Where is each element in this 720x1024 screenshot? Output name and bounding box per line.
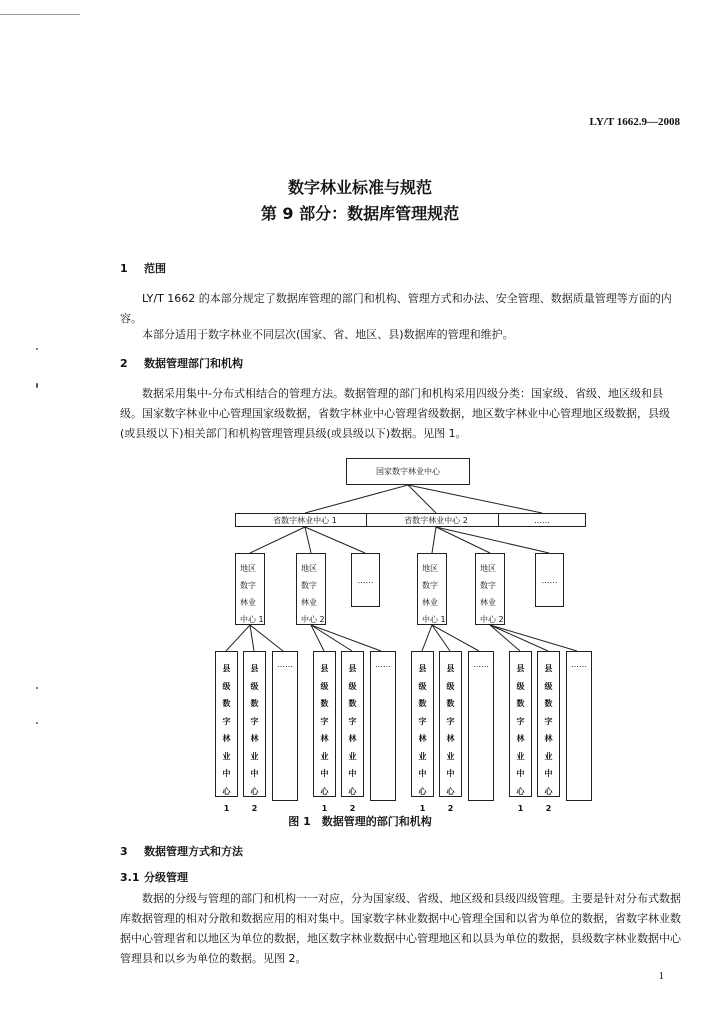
box-label: 心 [320, 786, 329, 796]
box-label: 林 [446, 734, 455, 743]
box-label: 林 [516, 734, 525, 743]
box-label: 级 [250, 681, 259, 691]
box-label: 县 [348, 664, 357, 673]
box-label: 林 [348, 734, 357, 743]
region-ellipsis-box [351, 553, 380, 607]
box-label: 字 [348, 716, 357, 726]
box-label: 业 [418, 751, 427, 761]
section-title: 数据管理部门和机构 [144, 357, 243, 370]
box-label: 林业 [480, 598, 496, 607]
document-subtitle: 第 9 部分：数据库管理规范 [260, 204, 460, 223]
box-label: 1 [419, 804, 426, 813]
box-label: 林 [418, 734, 427, 743]
box-label: 县 [446, 664, 455, 673]
box-label: …… [277, 660, 293, 669]
box-label: 地区 [480, 564, 496, 573]
box-label: …… [357, 575, 374, 585]
box-label: 数 [320, 699, 329, 708]
national-center-box [346, 458, 470, 485]
region-center-2-box [475, 553, 505, 625]
box-label: 心 [418, 786, 427, 796]
box-label: 2 [349, 804, 356, 813]
box-label: 心 [516, 786, 525, 796]
box-label: 林 [250, 734, 259, 743]
box-label: 级 [544, 681, 553, 691]
box-label: 业 [250, 751, 259, 761]
scan-artifact-dot [36, 722, 38, 724]
section-2-paragraph-1: 数据采用集中-分布式相结合的管理方法。数据管理的部门和机构采用四级分类：国家级、省级、地区级和县级。国家数字林业中心管理国家级数据，省数字林业中心管理省级数据，地区数字林业中心管理地区级数据，县级(或县级以下)相关部门和机构管理管理县级(或县级以下)数据。见图 1。 [120, 387, 670, 440]
box-label: 林业 [240, 598, 256, 607]
section-2-heading [120, 355, 243, 371]
box-label: 县 [250, 664, 259, 673]
box-label: 1 [223, 804, 230, 813]
box-label: 数 [250, 699, 259, 708]
box-label: 数字 [422, 581, 438, 590]
county-ellipsis-box [370, 651, 396, 801]
figure-1-caption: 图 1 数据管理的部门和机构 [288, 815, 432, 828]
box-label: 中 [222, 769, 231, 778]
box-label: 级 [516, 681, 525, 691]
box-label: 心 [544, 786, 553, 796]
box-label: 中 [320, 769, 329, 778]
box-label: 县 [544, 664, 553, 673]
box-label: 业 [544, 751, 553, 761]
box-label: 县 [320, 664, 329, 673]
box-label: 1 [517, 804, 524, 813]
section-title: 数据管理方式和方法 [144, 845, 243, 858]
box-label: 中心 2 [301, 615, 325, 624]
box-label: 数 [516, 699, 525, 708]
box-label: 林 [222, 734, 231, 743]
scan-artifact-line [0, 14, 80, 15]
section-number: 1 [120, 262, 128, 275]
box-label: 业 [446, 751, 455, 761]
box-label: 业 [348, 751, 357, 761]
section-3-1-heading [120, 869, 188, 885]
section-number: 3.1 [120, 871, 140, 884]
region-center-1-box [417, 553, 447, 625]
box-label: …… [541, 575, 558, 585]
county-ellipsis-box [272, 651, 298, 801]
county-center-1-box [509, 651, 532, 813]
box-label: 级 [446, 681, 455, 691]
scan-artifact-dot [36, 383, 38, 388]
box-label: 字 [320, 716, 329, 726]
box-label: 中 [544, 769, 553, 778]
county-center-1-box [215, 651, 238, 813]
province-ellipsis-box [498, 513, 586, 527]
box-label: 级 [418, 681, 427, 691]
region-ellipsis-box [535, 553, 564, 607]
box-label: 林 [544, 734, 553, 743]
box-label: 级 [348, 681, 357, 691]
county-center-2-box [341, 651, 364, 813]
box-label: 心 [446, 786, 455, 796]
box-label: 字 [250, 716, 259, 726]
region-center-2-box [296, 553, 326, 625]
county-center-2-box [537, 651, 560, 813]
box-label: 中心 2 [480, 615, 504, 624]
box-label: 级 [320, 681, 329, 691]
section-3-heading [120, 843, 243, 859]
box-label: 林业 [422, 598, 438, 607]
document-title: 数字林业标准与规范 [287, 178, 432, 197]
box-label: 中心 1 [422, 615, 446, 624]
box-label: 数 [544, 699, 553, 708]
box-label: …… [473, 660, 489, 669]
box-label: 2 [251, 804, 258, 813]
box-label: 县 [418, 664, 427, 673]
box-label: …… [375, 660, 391, 669]
box-label: 2 [545, 804, 552, 813]
box-label: 心 [250, 786, 259, 796]
box-label: 数 [418, 699, 427, 708]
box-label: 1 [321, 804, 328, 813]
box-label: 字 [418, 716, 427, 726]
box-label: 县 [222, 664, 231, 673]
box-label: 心 [222, 786, 231, 796]
box-label: 国家数字林业中心 [376, 467, 440, 476]
section-title: 分级管理 [144, 871, 188, 884]
box-label: 林业 [301, 598, 317, 607]
standard-code: LY/T 1662.9—2008 [589, 116, 680, 128]
section-1-paragraph-2: 本部分适用于数字林业不同层次(国家、省、地区、县)数据库的管理和维护。 [142, 328, 514, 341]
county-ellipsis-box [468, 651, 494, 801]
box-label: 地区 [422, 564, 438, 573]
county-ellipsis-box [566, 651, 592, 801]
county-center-2-box [439, 651, 462, 813]
page-number: 1 [658, 970, 664, 982]
box-label: 数 [348, 699, 357, 708]
box-label: 中 [516, 769, 525, 778]
box-label: 省数字林业中心 1 [273, 515, 337, 525]
box-label: 地区 [240, 564, 256, 573]
box-label: 省数字林业中心 2 [404, 515, 468, 525]
section-number: 3 [120, 845, 128, 858]
box-label: 字 [446, 716, 455, 726]
box-label: 地区 [301, 564, 317, 573]
province-center-1-box [235, 513, 375, 527]
box-label: 业 [320, 751, 329, 761]
box-label: 数字 [301, 581, 317, 590]
box-label: 字 [222, 716, 231, 726]
section-3-1-paragraph-1: 数据的分级与管理的部门和机构一一对应，分为国家级、省级、地区级和县级四级管理。主要是针对分布式数据库数据管理的相对分散和数据应用的相对集中。国家数字林业数据中心管理全国和以省为单位的数据，省数字林业数据中心管理省和以地区为单位的数据，地区数字林业数据中心管理地区和以县为单位的数据，县级数字林业数据中心管理县和以乡为单位的数据。见图 2。 [120, 892, 681, 965]
box-label: 中 [250, 769, 259, 778]
county-center-1-box [313, 651, 336, 813]
county-center-1-box [411, 651, 434, 813]
box-label: 业 [516, 751, 525, 761]
box-label: …… [571, 660, 587, 669]
county-center-2-box [243, 651, 266, 813]
section-number: 2 [120, 357, 128, 370]
scan-artifact-dot [36, 348, 38, 350]
section-1-paragraph-1: LY/T 1662 的本部分规定了数据库管理的部门和机构、管理方式和办法、安全管理、数据质量管理等方面的内容。 [120, 292, 672, 325]
box-label: 数字 [240, 581, 256, 590]
box-label: 业 [222, 751, 231, 761]
box-label: 中 [348, 769, 357, 778]
box-label: 字 [516, 716, 525, 726]
box-label: 中心 1 [240, 615, 264, 624]
box-label: 县 [516, 664, 525, 673]
box-label: 级 [222, 681, 231, 691]
region-center-1-box [235, 553, 265, 625]
section-title: 范围 [144, 262, 166, 275]
box-label: 林 [320, 734, 329, 743]
scan-artifact-dot [36, 687, 38, 689]
box-label: 中 [418, 769, 427, 778]
box-label: 2 [447, 804, 454, 813]
box-label: 字 [544, 716, 553, 726]
box-label: …… [534, 515, 550, 525]
box-label: 数字 [480, 581, 496, 590]
box-label: 中 [446, 769, 455, 778]
box-label: 数 [446, 699, 455, 708]
box-label: 数 [222, 699, 231, 708]
province-center-2-box [366, 513, 506, 527]
section-1-heading [120, 260, 166, 276]
box-label: 心 [348, 786, 357, 796]
